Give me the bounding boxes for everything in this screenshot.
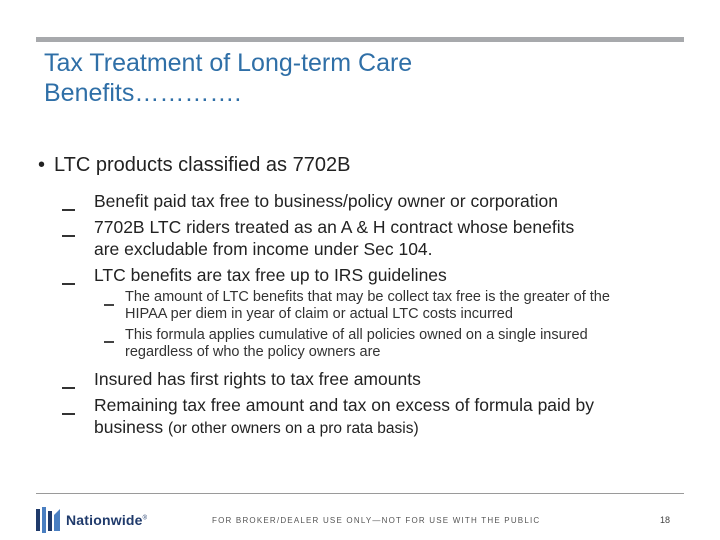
level2-item-a: Benefit paid tax free to business/policy owner or corporation (94, 191, 559, 211)
dash-icon (104, 304, 114, 306)
title-line-2: Benefits…………. (44, 79, 242, 107)
level3-item-a-line2: HIPAA per diem in year of claim or actual LTC costs incurred (125, 306, 513, 322)
level2-item-e-main: business (94, 417, 168, 437)
dash-icon (62, 209, 75, 211)
nationwide-eagle-icon (34, 505, 62, 535)
bullet-dot-icon: • (38, 154, 46, 176)
footer-disclaimer: FOR BROKER/DEALER USE ONLY—NOT FOR USE WITH THE PUBLIC (212, 516, 541, 525)
dash-icon (62, 413, 75, 415)
page-number: 18 (660, 515, 671, 525)
level2-item-b-line1: 7702B LTC riders treated as an A & H contract whose benefits (94, 217, 575, 237)
nationwide-logo (34, 505, 154, 535)
footer-rule (36, 493, 684, 494)
brand-name (66, 512, 147, 528)
bullet-main-text: LTC products classified as 7702B (54, 154, 351, 176)
level3-item-b-line1: This formula applies cumulative of all policies owned on a single insured (125, 327, 588, 343)
dash-icon (62, 235, 75, 237)
level2-item-c: LTC benefits are tax free up to IRS guidelines (94, 265, 447, 285)
dash-icon (104, 341, 114, 343)
bullet-main (38, 153, 350, 177)
level2-item-e-note: (or other owners on a pro rata basis) (167, 420, 419, 437)
level2-item-e-line2 (94, 416, 684, 440)
dash-icon (62, 387, 75, 389)
brand-text: Nationwide (66, 512, 143, 528)
level2-item-d: Insured has first rights to tax free amounts (94, 369, 421, 389)
level2-item-b-line2: are excludable from income under Sec 104. (94, 239, 433, 259)
level2-item-e-line1: Remaining tax free amount and tax on excess of formula paid by (94, 395, 594, 415)
title-line-1: Tax Treatment of Long-term Care (44, 49, 413, 77)
dash-icon (62, 283, 75, 285)
level3-item-a-line1: The amount of LTC benefits that may be collect tax free is the greater of the (125, 289, 610, 305)
level3-item-b-line2: regardless of who the policy owners are (125, 344, 381, 360)
registered-mark: ® (142, 515, 148, 522)
